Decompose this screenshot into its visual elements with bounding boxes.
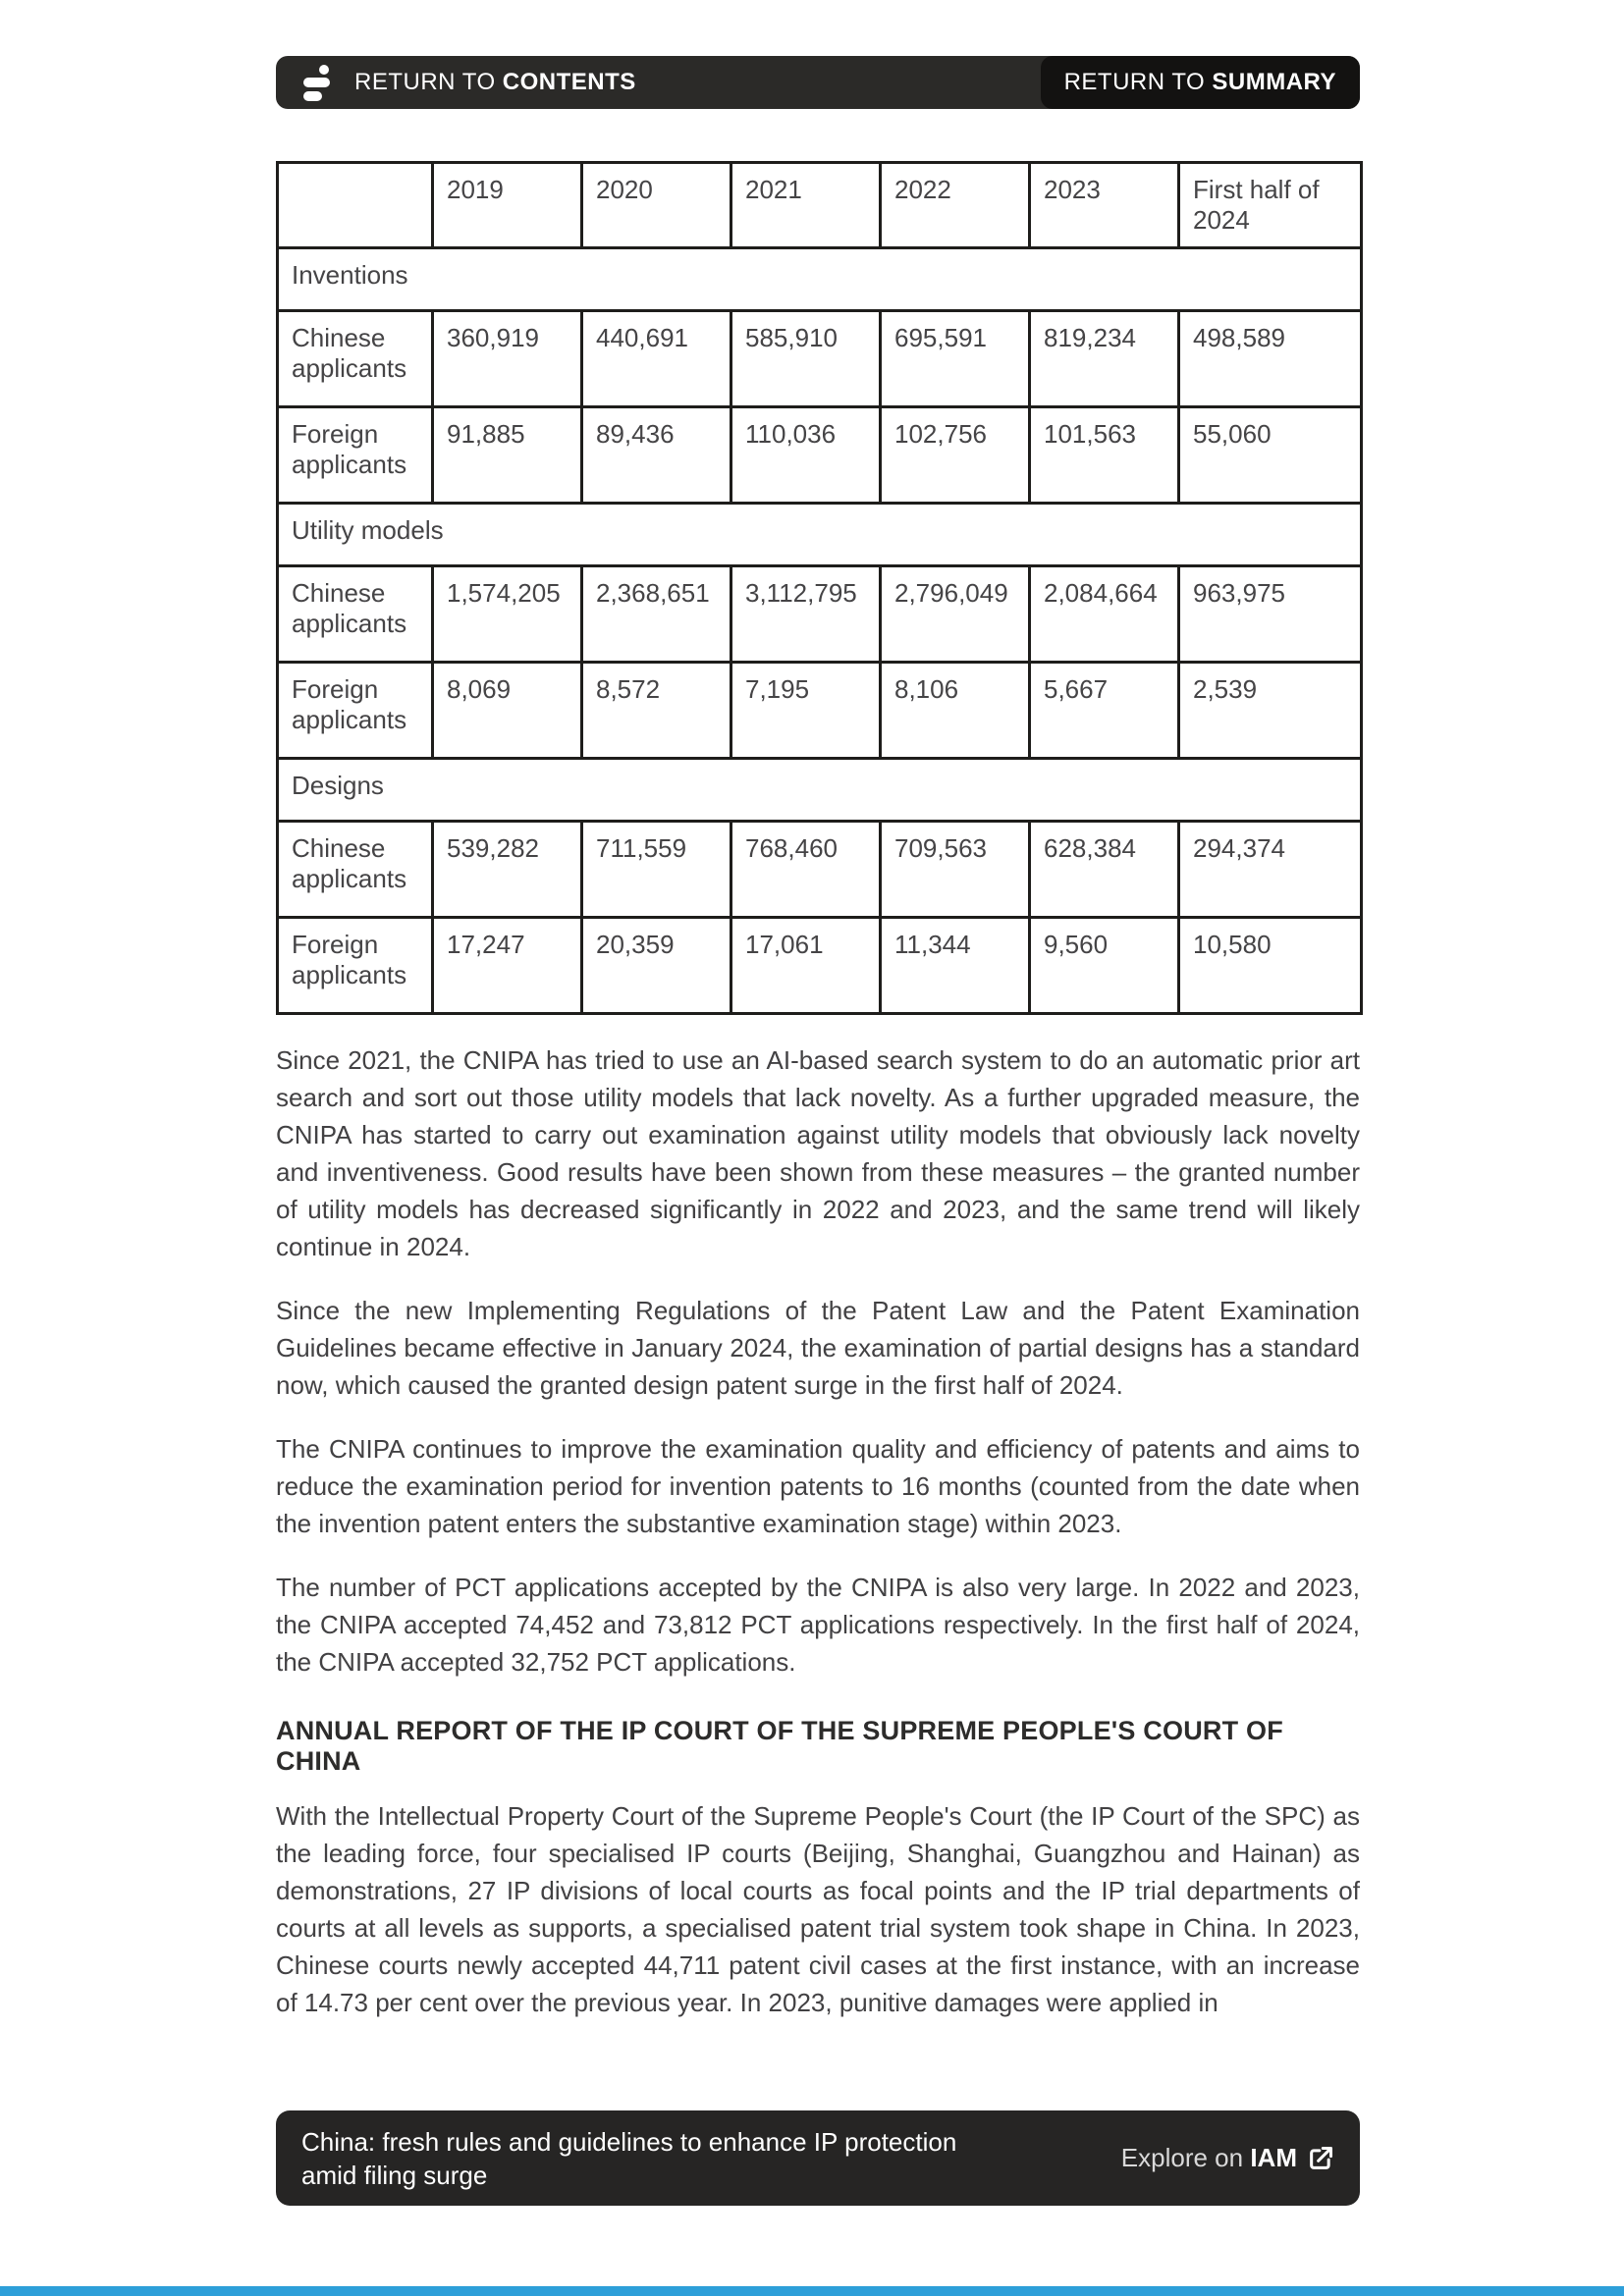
- table-row: [278, 918, 1362, 1014]
- section-row-utility-models: [278, 504, 1362, 566]
- table-cell: 101,563: [1030, 407, 1179, 504]
- year-header: First half of 2024: [1179, 163, 1362, 248]
- row-label: Foreign applicants: [278, 407, 433, 504]
- row-label: Foreign applicants: [278, 663, 433, 759]
- table-cell: 2,368,651: [582, 566, 731, 663]
- article-title-line1: China: fresh rules and guidelines to enhance IP protection: [301, 2126, 957, 2157]
- return-to-contents-label: RETURN TO CONTENTS: [354, 69, 636, 95]
- table-cell: 17,061: [731, 918, 881, 1014]
- return-to-contents-link[interactable]: [276, 61, 636, 104]
- table-cell: 1,574,205: [433, 566, 582, 663]
- table-cell: 768,460: [731, 822, 881, 918]
- footer-bar: [276, 2110, 1360, 2206]
- table-row: [278, 311, 1362, 407]
- year-header: 2021: [731, 163, 881, 248]
- return-to-summary-label: RETURN TO SUMMARY: [1063, 69, 1336, 95]
- table-cell: 2,539: [1179, 663, 1362, 759]
- explore-on-iam-link[interactable]: [1121, 2143, 1334, 2173]
- contents-icon: [296, 61, 339, 104]
- table-cell: 498,589: [1179, 311, 1362, 407]
- section-label: Designs: [278, 759, 1362, 822]
- year-header: 2023: [1030, 163, 1179, 248]
- table-cell: 11,344: [881, 918, 1030, 1014]
- table-cell: 7,195: [731, 663, 881, 759]
- table-row: [278, 663, 1362, 759]
- section-row-inventions: [278, 248, 1362, 311]
- article-title-line2: amid filing surge: [301, 2160, 488, 2190]
- explore-on-iam-label: Explore on IAM: [1120, 2143, 1297, 2172]
- table-cell: 10,580: [1179, 918, 1362, 1014]
- table-cell: 585,910: [731, 311, 881, 407]
- row-label: Chinese applicants: [278, 822, 433, 918]
- table-cell: 91,885: [433, 407, 582, 504]
- table-cell: 963,975: [1179, 566, 1362, 663]
- patent-filings-table: [276, 161, 1363, 1015]
- paragraph-ip-court: With the Intellectual Property Court of the Supreme People's Court (the IP Court of the SPC) as the leading force, four specialised IP courts (Beijing, Shanghai, Guangzhou and Hainan) as demonstrations, 27 IP divisions of local courts as focal points and the IP trial departments of courts at all levels as supports, a specialised patent trial system took shape in China. In 2023, Chinese courts newly accepted 44,711 patent civil cases at the first instance, with an increase of 14.73 per cent over the previous year. In 2023, punitive damages were applied in: [276, 1801, 1360, 2017]
- bottom-accent-bar: [0, 2286, 1624, 2296]
- table-cell: 89,436: [582, 407, 731, 504]
- paragraph-pct-applications: The number of PCT applications accepted by the CNIPA is also very large. In 2022 and 2023, the CNIPA accepted 74,452 and 73,812 PCT applications respectively. In the first half of 2024, the CNIPA accepted 32,752 PCT applications.: [276, 1573, 1360, 1677]
- table-cell: 9,560: [1030, 918, 1179, 1014]
- table-cell: 5,667: [1030, 663, 1179, 759]
- table-cell: 711,559: [582, 822, 731, 918]
- table-row: [278, 407, 1362, 504]
- table-cell: 2,796,049: [881, 566, 1030, 663]
- row-label: Foreign applicants: [278, 918, 433, 1014]
- table-cell: 8,106: [881, 663, 1030, 759]
- table-cell: 628,384: [1030, 822, 1179, 918]
- paragraph-examination-quality: The CNIPA continues to improve the examination quality and efficiency of patents and aims to reduce the examination period for invention patents to 16 months (counted from the date when the invention patent enters the substantive examination stage) within 2023.: [276, 1434, 1360, 1538]
- year-header: 2019: [433, 163, 582, 248]
- table-cell: 17,247: [433, 918, 582, 1014]
- table-cell: 709,563: [881, 822, 1030, 918]
- table-cell: 55,060: [1179, 407, 1362, 504]
- row-label: Chinese applicants: [278, 566, 433, 663]
- table-cell: 539,282: [433, 822, 582, 918]
- table-row: [278, 822, 1362, 918]
- section-label: Inventions: [278, 248, 1362, 311]
- table-cell: 695,591: [881, 311, 1030, 407]
- row-label: Chinese applicants: [278, 311, 433, 407]
- table-cell: 2,084,664: [1030, 566, 1179, 663]
- top-nav-bar: [276, 56, 1360, 109]
- table-cell: 294,374: [1179, 822, 1362, 918]
- table-cell: 20,359: [582, 918, 731, 1014]
- return-to-summary-link[interactable]: [1041, 56, 1360, 109]
- table-row: [278, 566, 1362, 663]
- table-cell: 8,069: [433, 663, 582, 759]
- table-header-row: [278, 163, 1362, 248]
- section-heading-annual-report: ANNUAL REPORT OF THE IP COURT OF THE SUPREME PEOPLE'S COURT OF CHINA: [276, 1716, 1283, 1776]
- table-cell: 8,572: [582, 663, 731, 759]
- table-cell: 360,919: [433, 311, 582, 407]
- article-title: [301, 2125, 956, 2192]
- table-cell: 102,756: [881, 407, 1030, 504]
- table-cell: 3,112,795: [731, 566, 881, 663]
- year-header: 2022: [881, 163, 1030, 248]
- year-header: 2020: [582, 163, 731, 248]
- paragraph-implementing-regulations: Since the new Implementing Regulations of the Patent Law and the Patent Examination Guidelines became effective in January 2024, the examination of partial designs has a standard now, which caused the granted design patent surge in the first half of 2024.: [276, 1296, 1360, 1400]
- table-cell: 110,036: [731, 407, 881, 504]
- corner-cell: [278, 163, 433, 248]
- page-content: [276, 56, 1360, 2021]
- section-row-designs: [278, 759, 1362, 822]
- table-cell: 819,234: [1030, 311, 1179, 407]
- section-label: Utility models: [278, 504, 1362, 566]
- paragraph-cnipa-ai-search: Since 2021, the CNIPA has tried to use an AI-based search system to do an automatic prior art search and sort out those utility models that lack novelty. As a further upgraded measure, the CNIPA has started to carry out examination against utility models that obviously lack novelty and inventiveness. Good results have been shown from these measures – the granted number of utility models has decreased significantly in 2022 and 2023, and the same trend will likely continue in 2024.: [276, 1045, 1360, 1261]
- table-cell: 440,691: [582, 311, 731, 407]
- external-link-icon: [1307, 2145, 1334, 2172]
